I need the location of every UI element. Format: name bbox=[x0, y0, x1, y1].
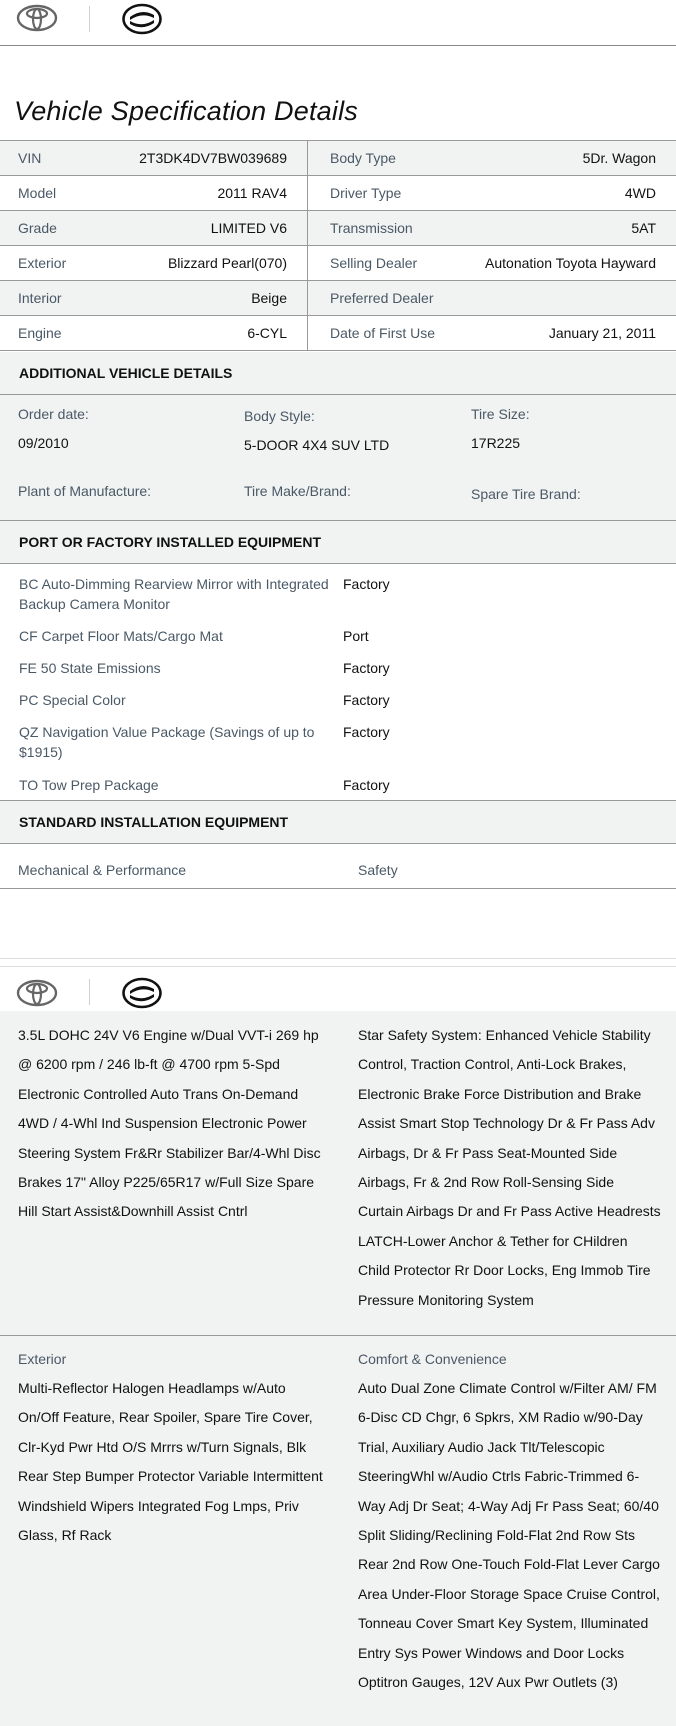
plant-label: Plant of Manufacture: bbox=[18, 483, 152, 499]
spec-value: January 21, 2011 bbox=[548, 325, 656, 341]
equipment-type: Factory bbox=[343, 692, 390, 708]
exterior-text: Multi-Reflector Halogen Headlamps w/Auto On/Off Feature, Rear Spoiler, Spare Tire Cover, Clr-Kyd Pwr Htd O/S Mrrrs w/Turn Signals, Blk Rear Step Bumper Protector Variable Intermittent Windshield Wipers Integrated Fog Lmps, Priv Glass, Rf Rack bbox=[18, 1380, 323, 1544]
spec-value: 4WD bbox=[624, 185, 656, 201]
spec-label: Selling Dealer bbox=[330, 255, 418, 271]
page-break bbox=[0, 958, 676, 959]
spec-value: 6-CYL bbox=[247, 325, 287, 341]
spec-grid bbox=[0, 140, 676, 351]
logo-divider bbox=[89, 6, 90, 32]
exterior-comfort-block bbox=[0, 1336, 676, 1726]
spec-row bbox=[0, 316, 676, 351]
equipment-name: QZ Navigation Value Package (Savings of up to $1915) bbox=[19, 724, 315, 760]
logo-bar-second bbox=[0, 967, 676, 1011]
body-style-value: 5-DOOR 4X4 SUV LTD bbox=[244, 437, 390, 453]
equipment-name: TO Tow Prep Package bbox=[19, 777, 159, 793]
scion-logo-icon[interactable] bbox=[122, 977, 162, 1009]
page-title: Vehicle Specification Details bbox=[14, 96, 358, 126]
spare-tire-label: Spare Tire Brand: bbox=[471, 486, 581, 502]
spec-label: Date of First Use bbox=[330, 325, 436, 341]
spec-label: Model bbox=[18, 185, 57, 201]
spec-value: 2011 RAV4 bbox=[217, 185, 287, 201]
spec-label: Preferred Dealer bbox=[330, 290, 434, 306]
spec-value: Blizzard Pearl(070) bbox=[167, 255, 287, 271]
spec-label: Transmission bbox=[330, 220, 413, 236]
spec-value: 5Dr. Wagon bbox=[582, 150, 656, 166]
spec-label: Driver Type bbox=[330, 185, 402, 201]
scion-logo-icon[interactable] bbox=[122, 3, 162, 35]
body-style-label: Body Style: bbox=[244, 408, 315, 424]
safety-label: Safety bbox=[358, 862, 398, 878]
spec-label: Grade bbox=[18, 220, 57, 236]
additional-details-block bbox=[0, 395, 676, 521]
equipment-name: FE 50 State Emissions bbox=[19, 660, 161, 676]
toyota-logo-icon[interactable] bbox=[16, 979, 58, 1007]
toyota-logo-icon[interactable] bbox=[16, 4, 58, 32]
order-date-label: Order date: bbox=[18, 406, 89, 422]
spec-value: 5AT bbox=[631, 220, 656, 236]
equipment-type: Port bbox=[343, 628, 369, 644]
logo-bar-top bbox=[0, 0, 676, 46]
mechanical-text: 3.5L DOHC 24V V6 Engine w/Dual VVT-i 269 hp @ 6200 rpm / 246 lb-ft @ 4700 rpm 5-Spd Electronic Controlled Auto Trans On-Demand 4WD / 4-Whl Ind Suspension Electronic Power Steering System Fr&Rr Stabilizer Bar/4-Whl Disc Brakes 17" Alloy P225/65R17 w/Full Size Spare Hill Start Assist&Downhill Assist Cntrl bbox=[18, 1027, 321, 1220]
exterior-label: Exterior bbox=[18, 1351, 67, 1367]
additional-details-heading: ADDITIONAL VEHICLE DETAILS bbox=[0, 352, 676, 395]
spec-value: LIMITED V6 bbox=[210, 220, 287, 236]
spec-label: Engine bbox=[18, 325, 62, 341]
tire-size-label: Tire Size: bbox=[471, 406, 530, 422]
mechanical-safety-block bbox=[0, 1011, 676, 1335]
equipment-heading: PORT OR FACTORY INSTALLED EQUIPMENT bbox=[0, 521, 676, 564]
spec-label: Interior bbox=[18, 290, 62, 306]
spec-label: VIN bbox=[18, 150, 42, 166]
equipment-type: Factory bbox=[343, 777, 390, 793]
logo-divider bbox=[89, 979, 90, 1005]
spec-row bbox=[0, 176, 676, 211]
spec-label: Body Type bbox=[330, 150, 396, 166]
equipment-name: PC Special Color bbox=[19, 692, 126, 708]
equipment-name: BC Auto-Dimming Rearview Mirror with Integrated Backup Camera Monitor bbox=[19, 576, 329, 612]
standard-heading: STANDARD INSTALLATION EQUIPMENT bbox=[0, 801, 676, 844]
order-date-value: 09/2010 bbox=[18, 435, 69, 451]
equipment-type: Factory bbox=[343, 660, 390, 676]
mechanical-label: Mechanical & Performance bbox=[18, 862, 187, 878]
comfort-text: Auto Dual Zone Climate Control w/Filter AM/ FM 6-Disc CD Chgr, 6 Spkrs, XM Radio w/90-Day Trial, Auxiliary Audio Jack Tlt/Telescopic SteeringWhl w/Audio Ctrls Fabric-Trimmed 6-Way Adj Dr Seat; 4-Way Adj Fr Pass Seat; 60/40 Split Sliding/Reclining Fold-Flat 2nd Row Sts Rear 2nd Row One-Touch Fold-Flat Lever Cargo Area Under-Floor Storage Space Cruise Control, Tonneau Cover Smart Key System, Illuminated Entry Sys Power Windows and Door Locks Optitron Gauges, 12V Aux Pwr Outlets (3) bbox=[358, 1380, 660, 1691]
tire-size-value: 17R225 bbox=[471, 435, 521, 451]
equipment-type: Factory bbox=[343, 724, 390, 740]
safety-text: Star Safety System: Enhanced Vehicle Stability Control, Traction Control, Anti-Lock Brakes, Electronic Brake Force Distribution and Brake Assist Smart Stop Technology Dr & Fr Pass Adv Airbags, Dr & Fr Pass Seat-Mounted Side Airbags, Fr & 2nd Row Roll-Sensing Side Curtain Airbags Dr and Fr Pass Active Headrests LATCH-Lower Anchor & Tether for CHildren Child Protector Rr Door Locks, Eng Immob Tire Pressure Monitoring System bbox=[358, 1027, 661, 1308]
spec-row bbox=[0, 246, 676, 281]
spec-value: 2T3DK4DV7BW039689 bbox=[139, 150, 287, 166]
spec-value: Beige bbox=[251, 290, 287, 306]
equipment-type: Factory bbox=[343, 576, 390, 592]
logo-bar-rule bbox=[0, 45, 676, 46]
spec-label: Exterior bbox=[18, 255, 67, 271]
spec-row bbox=[0, 281, 676, 316]
standard-columns bbox=[0, 844, 676, 889]
equipment-list bbox=[0, 564, 676, 801]
tire-make-label: Tire Make/Brand: bbox=[244, 483, 351, 499]
spec-row bbox=[0, 141, 676, 176]
comfort-label: Comfort & Convenience bbox=[358, 1351, 507, 1367]
spec-value: Autonation Toyota Hayward bbox=[485, 255, 656, 271]
equipment-name: CF Carpet Floor Mats/Cargo Mat bbox=[19, 628, 223, 644]
spec-row bbox=[0, 211, 676, 246]
